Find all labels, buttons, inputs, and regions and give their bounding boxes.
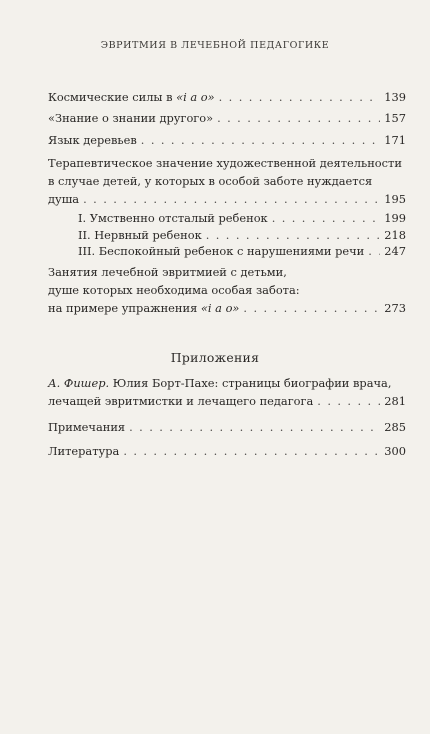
leader-dots bbox=[123, 442, 380, 460]
page-number: 199 bbox=[384, 211, 406, 225]
page-number: 195 bbox=[384, 192, 406, 206]
toc-entry-literature bbox=[48, 442, 406, 460]
entry-title-line: лечащей эвритмистки и лечащего педагога bbox=[48, 394, 314, 408]
page-number: 281 bbox=[384, 394, 406, 408]
leader-dots bbox=[129, 418, 380, 436]
page-number: 171 bbox=[384, 133, 406, 147]
entry-title-line: душа bbox=[48, 192, 80, 206]
section-title-appendix: Приложения bbox=[170, 350, 260, 365]
toc-entry-fischer bbox=[48, 374, 406, 410]
entry-title: Примечания bbox=[48, 420, 126, 434]
leader-dots bbox=[219, 88, 381, 106]
leader-dots bbox=[83, 190, 380, 208]
toc-entry-cosmic-forces bbox=[48, 88, 406, 106]
page-number: 273 bbox=[384, 301, 406, 315]
running-header: ЭВРИТМИЯ В ЛЕЧЕБНОЙ ПЕДАГОГИКЕ bbox=[100, 40, 330, 51]
page-number: 247 bbox=[384, 244, 406, 258]
entry-title-line: душе которых необходима особая забота: bbox=[48, 283, 300, 297]
toc-entry-therapeutic bbox=[48, 154, 406, 208]
leader-dots bbox=[272, 209, 381, 227]
page-number: 285 bbox=[384, 420, 406, 434]
page-number: 300 bbox=[384, 444, 406, 458]
page-number: 139 bbox=[384, 90, 406, 104]
entry-title: I. Умственно отсталый ребенок bbox=[78, 211, 268, 225]
page-number: 157 bbox=[384, 111, 406, 125]
leader-dots bbox=[317, 392, 380, 410]
toc-entry-lessons bbox=[48, 263, 406, 317]
entry-author: А. Фишер. bbox=[48, 376, 110, 390]
entry-title: Космические силы в «i a o» bbox=[48, 90, 215, 104]
entry-title-line: на примере упражнения «i a o» bbox=[48, 301, 240, 315]
entry-title: II. Нервный ребенок bbox=[78, 228, 202, 242]
leader-dots bbox=[368, 242, 380, 260]
entry-title-line: Терапевтическое значение художественной деятельности bbox=[48, 156, 402, 170]
entry-title-line: Занятия лечебной эвритмией с детьми, bbox=[48, 265, 287, 279]
entry-title: «Знание о знании другого» bbox=[48, 111, 214, 125]
entry-title: Литература bbox=[48, 444, 120, 458]
toc-subentry-mentally-retarded bbox=[78, 209, 406, 227]
toc-entry-trees bbox=[48, 131, 406, 149]
entry-title-line: в случае детей, у которых в особой заботе нуждается bbox=[48, 174, 373, 188]
entry-title: III. Беспокойный ребенок с нарушениями речи bbox=[78, 244, 365, 258]
entry-title-line: А. Фишер. Юлия Борт-Пахе: страницы биографии врача, bbox=[48, 376, 392, 390]
leader-dots bbox=[141, 131, 380, 149]
leader-dots bbox=[217, 109, 380, 127]
toc-entry-knowledge bbox=[48, 109, 406, 127]
toc-entry-notes bbox=[48, 418, 406, 436]
entry-title: Язык деревьев bbox=[48, 133, 137, 147]
page-number: 218 bbox=[384, 228, 406, 242]
toc-subentry-restless bbox=[78, 242, 406, 260]
leader-dots bbox=[243, 299, 380, 317]
